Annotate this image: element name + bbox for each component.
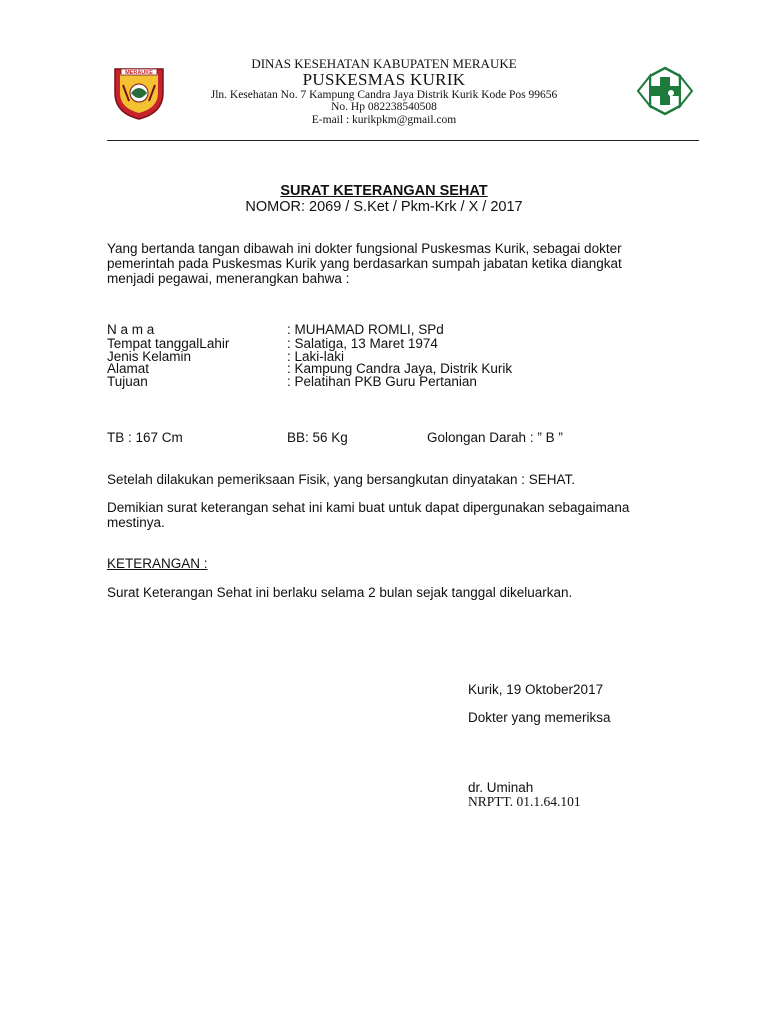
field-value-address: : Kampung Candra Jaya, Distrik Kurik <box>287 361 513 376</box>
field-label-gender: Jenis Kelamin <box>107 349 192 364</box>
address-line: Jln. Kesehatan No. 7 Kampung Candra Jaya Distrik Kurik Kode Pos 99656 <box>210 89 558 101</box>
intro-line-2: pemerintah pada Puskesmas Kurik yang berdasarkan sumpah jabatan ketika diangkat <box>107 256 622 271</box>
signer-name: dr. Uminah <box>468 780 534 795</box>
blood-type-value: Golongan Darah : ” B ” <box>427 430 563 445</box>
place-date: Kurik, 19 Oktober2017 <box>468 682 604 697</box>
document-number: NOMOR: 2069 / S.Ket / Pkm-Krk / X / 2017 <box>245 199 523 215</box>
logo-text: MERAUKE <box>125 70 153 76</box>
field-value-gender: : Laki-laki <box>287 349 345 364</box>
field-value-purpose: : Pelatihan PKB Guru Pertanian <box>287 374 477 389</box>
closing-line-1: Demikian surat keterangan sehat ini kami buat untuk dapat dipergunakan sebagaimana <box>107 500 630 515</box>
weight-value: BB: 56 Kg <box>287 430 348 445</box>
agency-name: DINAS KESEHATAN KABUPATEN MERAUKE <box>251 56 517 71</box>
note-heading: KETERANGAN : <box>107 556 208 571</box>
field-label-name: N a m a <box>107 322 155 337</box>
signer-id: NRPTT. 01.1.64.101 <box>468 794 581 809</box>
document-title: SURAT KETERANGAN SEHAT <box>280 183 488 199</box>
email-line: E-mail : kurikpkm@gmail.com <box>311 114 457 126</box>
height-value: TB : 167 Cm <box>107 430 183 445</box>
note-text: Surat Keterangan Sehat ini berlaku selama 2 bulan sejak tanggal dikeluarkan. <box>107 585 573 600</box>
puskesmas-name: PUSKESMAS KURIK <box>302 70 466 89</box>
letterhead-divider <box>107 140 699 141</box>
phone-line: No. Hp 082238540508 <box>331 101 437 113</box>
field-value-birth: : Salatiga, 13 Maret 1974 <box>287 336 438 351</box>
intro-line-1: Yang bertanda tangan dibawah ini dokter fungsional Puskesmas Kurik, sebagai dokter <box>107 241 622 256</box>
closing-line-2: mestinya. <box>107 515 165 530</box>
field-label-purpose: Tujuan <box>107 374 148 389</box>
field-value-name: : MUHAMAD ROMLI, SPd <box>287 322 444 337</box>
intro-line-3: menjadi pegawai, menerangkan bahwa : <box>107 271 350 286</box>
signer-role: Dokter yang memeriksa <box>468 710 611 725</box>
field-label-birth: Tempat tanggalLahir <box>107 336 230 351</box>
field-label-address: Alamat <box>107 361 150 376</box>
examination-result: Setelah dilakukan pemeriksaan Fisik, yang bersangkutan dinyatakan : SEHAT. <box>107 472 576 487</box>
